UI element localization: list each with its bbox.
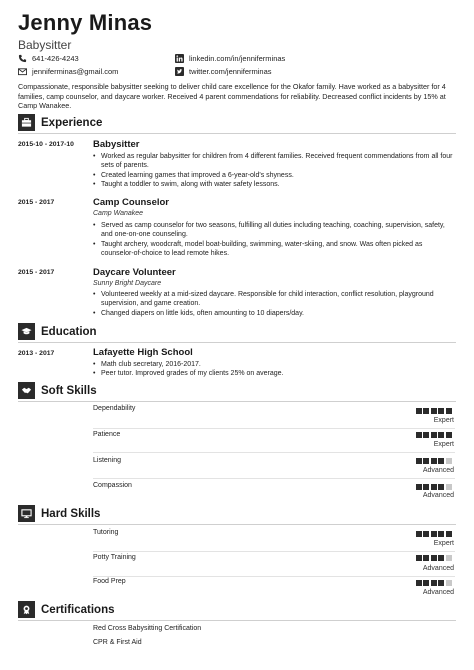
rating-square (431, 531, 437, 537)
soft-skill-3-name: Listening (93, 457, 122, 464)
rating-square (416, 432, 422, 438)
job-3-bullets (93, 290, 455, 318)
hard-skill-2-level: Advanced (422, 565, 454, 572)
profile-summary: Compassionate, responsible babysitter seeking to deliver child care excellence for the Okafor family. Have worked as a babysitter for 4 families, camp counselor, and daycare worker. Received 4 parent commendations for reliability. Decreased conflict incidents by 15% at Camp Wanakee. (18, 82, 446, 111)
hard-skill-3-name: Food Prep (93, 578, 126, 585)
soft-skill-4-name: Compassion (93, 482, 132, 489)
rating-square (423, 432, 429, 438)
hard-skills-heading (18, 505, 100, 522)
certifications-title: Certifications (41, 603, 115, 616)
job-3-title: Daycare Volunteer (93, 267, 176, 278)
rating-square (416, 458, 422, 464)
rating-square (431, 458, 437, 464)
education-heading (18, 323, 97, 340)
rating-square (446, 531, 452, 537)
hard-skill-1-level: Expert (433, 540, 454, 547)
hard-skill-1-name: Tutoring (93, 529, 119, 536)
skill-divider (93, 428, 455, 429)
soft-skill-2-level: Expert (433, 441, 454, 448)
list-item: • Peer tutor. Improved grades of my clients 25% on average. (93, 369, 455, 378)
phone-icon (18, 54, 27, 63)
soft-skill-4-level: Advanced (422, 492, 454, 499)
rating-square (446, 408, 452, 414)
linkedin-contact (175, 54, 285, 63)
rating-square (416, 555, 422, 561)
soft-skills-title: Soft Skills (41, 384, 97, 397)
education-1-school: Lafayette High School (93, 347, 193, 358)
list-item: • Volunteered weekly at a mid-sized daycare. Responsible for child interaction, conflict resolution, playground supervision, and game creation. (93, 290, 455, 309)
certifications-divider (18, 620, 456, 621)
job-1-dates: 2015-10 - 2017-10 (18, 141, 74, 148)
twitter-contact (175, 67, 272, 76)
certificate-icon (18, 601, 35, 618)
soft-skill-3-rating (416, 458, 452, 464)
skill-divider (93, 551, 455, 552)
rating-square (431, 408, 437, 414)
list-item: • Taught a toddler to swim, along with water safety lessons. (93, 180, 455, 189)
skill-divider (93, 478, 455, 479)
linkedin-link[interactable]: linkedin.com/in/jenniferminas (189, 54, 286, 63)
job-2-company: Camp Wanakee (93, 210, 144, 217)
soft-skill-1-rating (416, 408, 452, 414)
experience-title: Experience (41, 116, 103, 129)
phone-contact (18, 54, 79, 63)
hard-skills-divider (18, 524, 456, 525)
hard-skill-3-rating (416, 580, 452, 586)
soft-skill-1-level: Expert (433, 417, 454, 424)
monitor-icon (18, 505, 35, 522)
job-1-title: Babysitter (93, 139, 140, 150)
soft-skill-3-level: Advanced (422, 467, 454, 474)
experience-heading (18, 114, 102, 131)
job-title: Babysitter (18, 38, 72, 52)
hard-skill-2-rating (416, 555, 452, 561)
job-3-company: Sunny Bright Daycare (93, 280, 162, 287)
graduation-cap-icon (18, 323, 35, 340)
rating-square (446, 458, 452, 464)
soft-skill-2-rating (416, 432, 452, 438)
skill-divider (93, 576, 455, 577)
list-item: • Served as camp counselor for two seasons, fulfilling all duties including teaching, coaching, supervision, safety, and one-on-one counseling. (93, 221, 455, 240)
education-divider (18, 342, 456, 343)
hard-skill-3-level: Advanced (422, 589, 454, 596)
rating-square (416, 484, 422, 490)
education-1-bullets (93, 360, 455, 379)
rating-square (416, 531, 422, 537)
soft-skill-4-rating (416, 484, 452, 490)
job-2-dates: 2015 - 2017 (18, 199, 55, 206)
education-title: Education (41, 325, 97, 338)
rating-square (416, 408, 422, 414)
rating-square (446, 432, 452, 438)
rating-square (423, 580, 429, 586)
rating-square (446, 580, 452, 586)
rating-square (423, 531, 429, 537)
twitter-link[interactable]: twitter.com/jenniferminas (189, 67, 272, 76)
briefcase-icon (18, 114, 35, 131)
job-2-title: Camp Counselor (93, 197, 170, 208)
linkedin-icon (175, 54, 184, 63)
candidate-name: Jenny Minas (18, 10, 153, 35)
soft-skills-divider (18, 401, 456, 402)
rating-square (438, 408, 444, 414)
handshake-icon (18, 382, 35, 399)
rating-square (438, 555, 444, 561)
hard-skill-1-rating (416, 531, 452, 537)
rating-square (438, 432, 444, 438)
rating-square (438, 531, 444, 537)
rating-square (438, 484, 444, 490)
rating-square (431, 555, 437, 561)
rating-square (438, 580, 444, 586)
soft-skills-heading (18, 382, 97, 399)
rating-square (423, 408, 429, 414)
education-1-dates: 2013 - 2017 (18, 350, 55, 357)
list-item: • Taught archery, woodcraft, model boat-building, swimming, water-skiing, and snow. Was often picked as counselor-of-choice to lead remote hikes. (93, 240, 455, 259)
rating-square (423, 458, 429, 464)
skill-divider (93, 452, 455, 453)
rating-square (423, 484, 429, 490)
rating-square (446, 484, 452, 490)
rating-square (423, 555, 429, 561)
rating-square (431, 432, 437, 438)
certification-1: Red Cross Babysitting Certification (93, 625, 202, 632)
rating-square (446, 555, 452, 561)
twitter-icon (175, 67, 184, 76)
certifications-heading (18, 601, 115, 618)
list-item: • Math club secretary, 2016-2017. (93, 360, 455, 369)
list-item: • Created learning games that improved a 6-year-old's shyness. (93, 171, 455, 180)
soft-skill-1-name: Dependability (93, 405, 136, 412)
list-item: • Changed diapers on little kids, often amounting to 10 diapers/day. (93, 309, 455, 318)
rating-square (431, 484, 437, 490)
email-link[interactable]: jenniferminas@gmail.com (32, 67, 119, 76)
list-item: • Worked as regular babysitter for children from 4 different families. Received frequent commendations from all four sets of parents. (93, 152, 455, 171)
rating-square (416, 580, 422, 586)
hard-skills-title: Hard Skills (41, 507, 101, 520)
soft-skill-2-name: Patience (93, 431, 121, 438)
certification-2: CPR & First Aid (93, 639, 142, 646)
job-2-bullets (93, 221, 455, 258)
email-contact (18, 67, 118, 76)
experience-divider (18, 133, 456, 134)
hard-skill-2-name: Potty Training (93, 554, 136, 561)
phone-number: 641-426-4243 (32, 54, 79, 63)
job-1-bullets (93, 152, 455, 189)
rating-square (438, 458, 444, 464)
email-icon (18, 67, 27, 76)
job-3-dates: 2015 - 2017 (18, 269, 55, 276)
rating-square (431, 580, 437, 586)
